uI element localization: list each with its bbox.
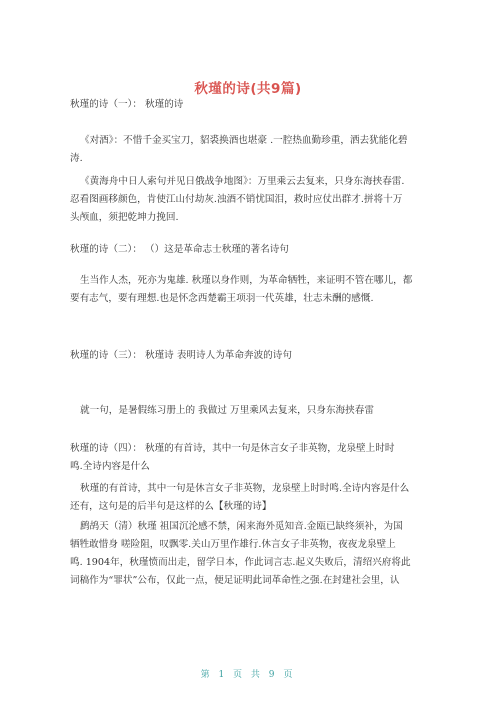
paragraph-line: 词稿作为“罪状”公布，仅此一点，便足证明此词革命性之强.在封建社会里，认	[70, 575, 400, 586]
paragraph-line: 还有，这句是的后半句是这样的么【秋瑾的诗】	[70, 501, 272, 512]
paragraph-line: 鹧鸪天（清）秋瑾 祖国沉沦感不禁，闲来海外觅知音.金瓯已缺终须补，为国	[80, 521, 403, 532]
paragraph-line: 要有志气，要有理想.也是怀念西楚霸王项羽一代英雄，壮志未酬的感慨.	[70, 293, 374, 304]
section-heading-1: 秋瑾的诗（一）： 秋瑾的诗	[70, 99, 184, 110]
paragraph-line: 《黄海舟中日人索句并见日俄战争地图》：万里乘云去复来，只身东海挟春雷.	[80, 176, 405, 187]
paragraph-line: 就一句，是暑假练习册上的 我做过 万里乘风去复来，只身东海挟春雷	[80, 405, 374, 416]
paragraph-line: 生当作人杰，死亦为鬼雄. 秋瑾以身作则，为革命牺牲，来证明不管在哪儿，都	[80, 275, 413, 286]
paragraph-line: 《对酒》：不惜千金买宝刀，貂裘换酒也堪豪 .一腔热血勤珍重，洒去犹能化碧	[80, 135, 408, 146]
paragraph-line: 鸣.全诗内容是什么	[70, 461, 150, 472]
document-title: 秋瑾的诗(共9篇)	[194, 81, 302, 97]
paragraph-line: 鸣. 1904年，秋瑾愤而出走，留学日本，作此词言志.起义失败后，清绍兴府将此	[70, 557, 411, 568]
paragraph-line: 头颅血，须把乾坤力挽回.	[70, 212, 179, 223]
section-heading-3: 秋瑾的诗（三）： 秋瑾诗 表明诗人为革命奔波的诗句	[70, 350, 292, 361]
page-number-footer: 第 1 页 共 9 页	[200, 670, 296, 680]
paragraph-line: 涛.	[70, 153, 83, 164]
paragraph-line: 忍看图画移颜色，肯使江山付劫灰.浊酒不销忧国泪，救时应仗出群才.拼将十万	[70, 194, 403, 205]
section-heading-2: 秋瑾的诗（二）： （）这是革命志士秋瑾的著名诗句	[70, 244, 289, 255]
section-heading-4: 秋瑾的诗（四）： 秋瑾的有首诗，其中一句是休言女子非英物，龙泉壁上时时	[70, 443, 395, 454]
paragraph-line: 秋瑾的有首诗，其中一句是休言女子非英物，龙泉壁上时时鸣.全诗内容是什么	[80, 483, 410, 494]
paragraph-line: 牺牲敢惜身 嗟险阻，叹飘零.关山万里作雄行.休言女子非英物，夜夜龙泉壁上	[70, 539, 396, 550]
